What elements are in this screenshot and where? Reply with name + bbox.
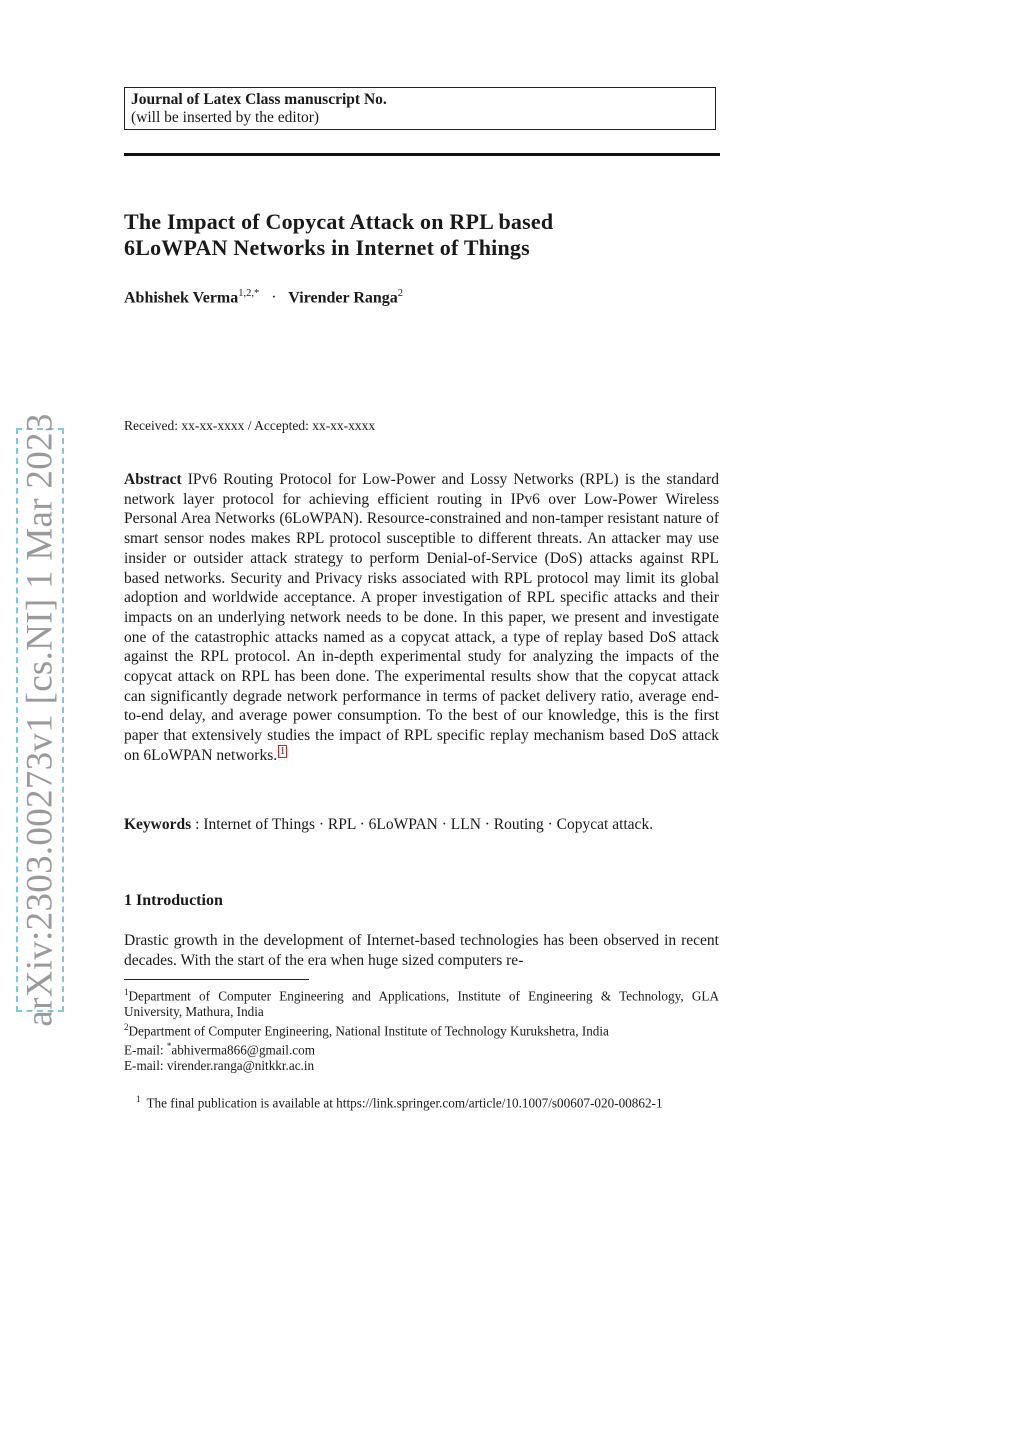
title-line-1: The Impact of Copycat Attack on RPL based (124, 209, 554, 234)
affiliation-text: Department of Computer Engineering, National Institute of Technology Kurukshetra, India (128, 1023, 609, 1039)
footnote (124, 1091, 719, 1111)
affiliations (124, 985, 719, 1074)
keywords (124, 815, 719, 835)
author-affiliation-mark: 1,2,* (238, 288, 260, 299)
header-rule (124, 153, 720, 156)
affiliation-mark: 2 (124, 1021, 129, 1032)
keywords-label: Keywords (124, 816, 192, 833)
footnote-mark: 1 (136, 1094, 141, 1104)
received-accepted-dates: Received: xx-xx-xxxx / Accepted: xx-xx-xxxx (124, 418, 376, 433)
affiliation-item (124, 985, 719, 1020)
email-line (124, 1039, 719, 1058)
abstract-text: IPv6 Routing Protocol for Low-Power and Lossy Networks (RPL) is the standard network layer protocol for achieving efficient routing in IPv6 over Low-Power Wireless Personal Area Networks (6LoWPAN). Resource-constrained and non-tamper resistant nature of smart sensor nodes makes RPL protocol susceptible to different threats. An attacker may use insider or outsider attack strategy to perform Denial-of-Service (DoS) attacks against RPL based networks. Security and Privacy risks associated with RPL protocol may limit its global adoption and worldwide acceptance. A proper investigation of RPL specific attacks and their impacts on an underlying network needs to be done. In this paper, we present and investigate one of the catastrophic attacks named as a copycat attack, a type of replay based DoS attack against the RPL protocol. An in-depth experimental study for analyzing the impacts of the copycat attack on RPL has been done. The experimental results show that the copycat attack can significantly degrade network performance in terms of packet delivery ratio, average end-to-end delay, and average power consumption. To the best of our knowledge, this is the first paper that extensively studies the impact of RPL specific replay mechanism based DoS attack on 6LoWPAN networks. (124, 471, 719, 764)
introduction-paragraph: Drastic growth in the development of Internet-based technologies has been observed in recent decades. With the start of the era when huge sized computers re- (124, 932, 719, 969)
author-name: Abhishek Verma (124, 289, 239, 307)
editor-note: (will be inserted by the editor) (131, 109, 320, 126)
journal-header-box (124, 87, 716, 130)
journal-name: Journal of Latex Class manuscript No. (131, 91, 387, 108)
abstract (124, 470, 719, 766)
email-line[interactable]: E-mail: virender.ranga@nitkkr.ac.in (124, 1057, 315, 1073)
paper-title (124, 209, 724, 261)
footnote-link[interactable]: 1 (280, 745, 286, 757)
keywords-text: : Internet of Things · RPL · 6LoWPAN · LLN · Routing · Copycat attack. (195, 816, 654, 833)
author-affiliation-mark: 2 (397, 288, 404, 299)
author-name: Virender Ranga (288, 289, 398, 307)
abstract-label: Abstract (124, 471, 182, 488)
affiliation-item (124, 1020, 719, 1039)
arxiv-identifier: arXiv:2303.00273v1 [cs.NI] 1 Mar 2023 (19, 413, 61, 1027)
email-label: E-mail: (124, 1042, 167, 1058)
affiliation-mark: 1 (124, 987, 129, 997)
email-address[interactable]: abhiverma866@gmail.com (171, 1042, 315, 1058)
section-heading: 1 Introduction (124, 892, 223, 909)
footnote-rule (124, 979, 309, 980)
arxiv-stamp[interactable] (16, 413, 64, 1027)
title-line-2: 6LoWPAN Networks in Internet of Things (124, 235, 530, 260)
affiliation-text: Department of Computer Engineering and Applications, Institute of Engineering & Technology, GLA University, Mathura, India (124, 988, 719, 1020)
author-list (124, 288, 724, 307)
footnote-text[interactable]: The final publication is available at https://link.springer.com/article/10.1007/s00607-020-00862-1 (146, 1095, 663, 1111)
corresponding-mark: * (166, 1040, 172, 1051)
author-separator: · (271, 289, 277, 307)
